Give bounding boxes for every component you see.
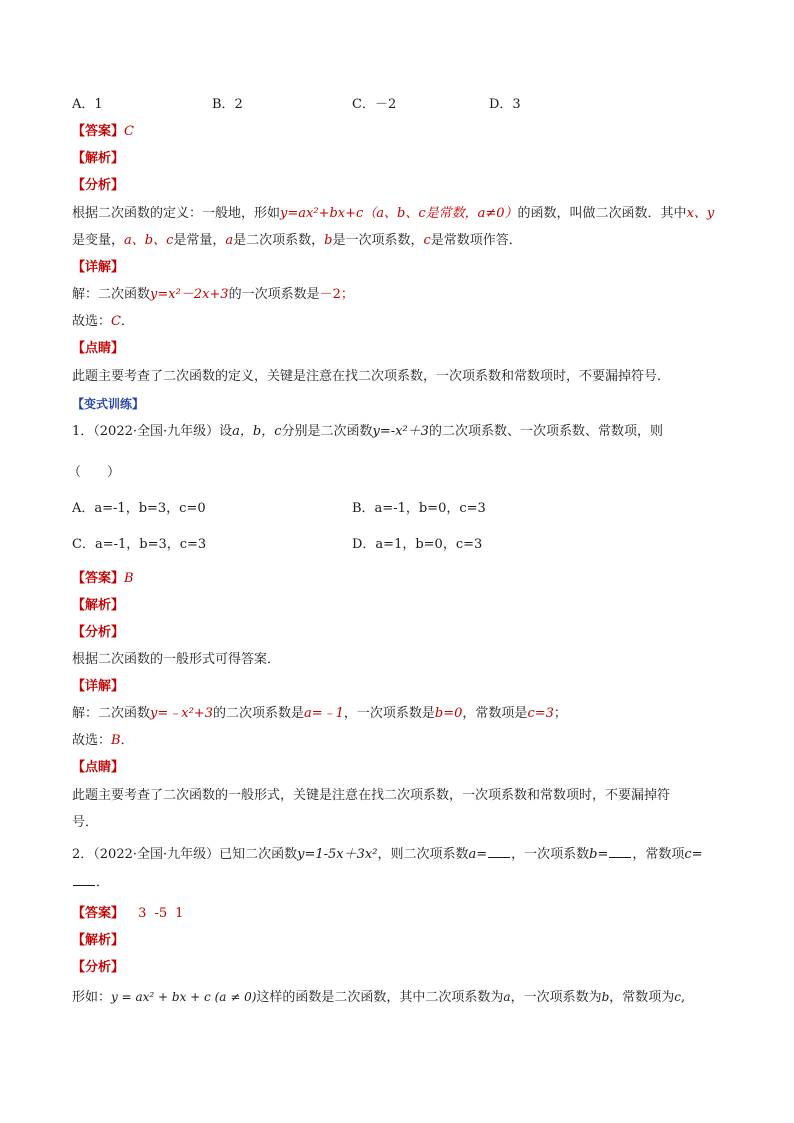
q1-stem-text: 1．（2022·全国·九年级）设 bbox=[72, 424, 233, 439]
answer-values bbox=[138, 906, 191, 921]
answer-value: B bbox=[124, 571, 134, 586]
q1-formula: y=-x²＋3 bbox=[372, 424, 429, 439]
fenxi-label: 【分析】 bbox=[72, 960, 125, 975]
jiexi-heading bbox=[72, 150, 124, 168]
solution-value: a=﹣1 bbox=[303, 706, 344, 721]
fenxi-text: ，常数项为 bbox=[609, 990, 675, 1005]
answer-value: 1 bbox=[175, 906, 184, 921]
q1-jiexi-heading bbox=[72, 597, 124, 615]
choice-text: 故选： bbox=[72, 314, 112, 329]
jiexi-label: 【解析】 bbox=[72, 598, 125, 613]
q1-fenxi-text: 根据二次函数的一般形式可得答案． bbox=[72, 652, 281, 667]
answer-value: 3 bbox=[138, 906, 147, 921]
choice-value: C bbox=[111, 314, 121, 329]
q1-answer-line bbox=[72, 570, 134, 588]
jiexi-label: 【解析】 bbox=[72, 933, 125, 948]
q1-stem-text: 分别是二次函数 bbox=[281, 424, 373, 439]
answer-label: 【答案】 bbox=[72, 571, 125, 586]
q2-stem bbox=[72, 845, 703, 864]
formula: y=ax²+bx+c（a、b、c是常数，a≠0） bbox=[280, 206, 518, 221]
dianjing-text: 此题主要考查了二次函数的定义，关键是注意在找二次项系数，一次项系数和常数项时，不要漏掉符号． bbox=[72, 369, 671, 384]
formula: y = ax² + bx + c (a ≠ 0) bbox=[111, 990, 257, 1004]
q1-paren: （ ） bbox=[68, 465, 121, 480]
option-d: D．3 bbox=[489, 97, 521, 112]
choice-text: ． bbox=[120, 733, 134, 748]
q2-var-c: c= bbox=[684, 847, 703, 862]
xiangjie-label: 【详解】 bbox=[72, 260, 125, 275]
bianshi-heading bbox=[72, 395, 144, 414]
answer-label: 【答案】 bbox=[72, 124, 125, 139]
solution-text: ，常数项是 bbox=[462, 706, 528, 721]
solution-value: －2； bbox=[319, 287, 354, 302]
solution-value: c=3 bbox=[527, 706, 554, 721]
fenxi-text: 是一次项系数， bbox=[332, 233, 424, 248]
q1-stem-text: 的二次项系数、一次项系数、常数项，则 bbox=[428, 424, 663, 439]
q2-stem-text: ，则二次项系数 bbox=[377, 847, 469, 862]
option-a: A．1 bbox=[72, 97, 103, 112]
answer-label: 【答案】 bbox=[72, 906, 125, 921]
fenxi-text: 根据二次函数的定义：一般地，形如 bbox=[72, 206, 281, 221]
answer-value: C bbox=[124, 124, 134, 139]
fenxi-text-line2 bbox=[72, 232, 522, 250]
blank-c[interactable] bbox=[73, 873, 95, 886]
fenxi-text: 是变量， bbox=[72, 233, 125, 248]
q2-fenxi-heading bbox=[72, 959, 124, 977]
bianshi-label: 【变式训练】 bbox=[72, 397, 145, 411]
fenxi-text: , bbox=[681, 990, 686, 1005]
variable-c: c bbox=[674, 990, 682, 1004]
dianjing-label: 【点睛】 bbox=[72, 760, 125, 775]
solution-text: 解：二次函数 bbox=[72, 706, 151, 721]
formula: y=x²－2x+3 bbox=[150, 287, 229, 302]
q1-vars: a，b，c bbox=[232, 424, 282, 439]
q2-stem-text: ，一次项系数 bbox=[511, 847, 590, 862]
q2-stem-text: 2．（2022·全国·九年级）已知二次函数 bbox=[72, 847, 298, 862]
q2-xingru-line bbox=[72, 988, 685, 1007]
solution-text: 解：二次函数 bbox=[72, 287, 151, 302]
blank-a[interactable] bbox=[488, 845, 510, 858]
q2-stem-line2 bbox=[72, 873, 109, 892]
fenxi-text: 这样的函数是二次函数，其中二次项系数为 bbox=[256, 990, 504, 1005]
q2-answer-line bbox=[72, 905, 191, 923]
fenxi-text: ，一次项系数为 bbox=[510, 990, 602, 1005]
dianjing-label: 【点睛】 bbox=[72, 341, 125, 356]
choice-value: B bbox=[111, 733, 121, 748]
solution-text: 的二次项系数是 bbox=[212, 706, 304, 721]
variable-a: a bbox=[503, 990, 511, 1004]
solution-value: b=0 bbox=[434, 706, 463, 721]
solution-text: 的一次项系数是 bbox=[228, 287, 320, 302]
fenxi-text-line1 bbox=[72, 205, 714, 223]
solution-text: ，一次项系数是 bbox=[343, 706, 435, 721]
fenxi-heading bbox=[72, 177, 124, 195]
q2-jiexi-heading bbox=[72, 932, 124, 950]
xiangjie-heading bbox=[72, 259, 124, 277]
q1-fenxi-heading bbox=[72, 624, 124, 642]
q1-xiangjie-heading bbox=[72, 678, 124, 696]
fenxi-label: 【分析】 bbox=[72, 178, 125, 193]
option-c: C．－2 bbox=[352, 97, 397, 112]
blank-b[interactable] bbox=[609, 845, 631, 858]
answer-value: -5 bbox=[154, 906, 168, 921]
fenxi-text: 是常量， bbox=[173, 233, 226, 248]
q2-formula: y=1-5x＋3x² bbox=[297, 847, 378, 862]
q1-guxuan-line bbox=[72, 732, 134, 750]
formula: y=﹣x²+3 bbox=[150, 706, 213, 721]
solution-text: ； bbox=[553, 706, 567, 721]
choice-text: 故选： bbox=[72, 733, 112, 748]
q2-stem-text: ． bbox=[96, 875, 110, 890]
option-b: B．2 bbox=[212, 97, 243, 112]
fenxi-text: 是二次项系数， bbox=[233, 233, 325, 248]
jiexi-label: 【解析】 bbox=[72, 151, 125, 166]
q1-dianjing-line2: 号． bbox=[72, 815, 99, 830]
q2-stem-text: ，常数项 bbox=[632, 847, 685, 862]
xiangjie-label: 【详解】 bbox=[72, 679, 125, 694]
variable-a: a bbox=[225, 233, 234, 248]
q1-dianjing-line1: 此题主要考查了二次函数的一般形式，关键是注意在找二次项系数，一次项系数和常数项时，不要漏掉符 bbox=[72, 788, 671, 803]
variable-b: b bbox=[601, 990, 610, 1004]
xiangjie-text bbox=[72, 286, 354, 304]
q1-stem bbox=[72, 423, 663, 441]
guxuan-line bbox=[72, 313, 134, 331]
q1-option-c: C．a=-1，b=3，c=3 bbox=[72, 537, 207, 552]
answer-line bbox=[72, 123, 134, 141]
q2-var-b: b= bbox=[589, 847, 609, 862]
variable-c: c bbox=[423, 233, 431, 248]
fenxi-text: 是常数项作答． bbox=[430, 233, 522, 248]
fenxi-label: 【分析】 bbox=[72, 625, 125, 640]
q1-option-a: A．a=-1，b=3，c=0 bbox=[72, 501, 206, 516]
fenxi-text: 的函数，叫做二次函数．其中 bbox=[517, 206, 687, 221]
q1-xiangjie-text bbox=[72, 705, 567, 723]
variables: x、y bbox=[686, 206, 715, 221]
dianjing-heading bbox=[72, 340, 124, 358]
variable-b: b bbox=[324, 233, 333, 248]
q2-var-a: a= bbox=[468, 847, 488, 862]
fenxi-text: 形如： bbox=[72, 990, 112, 1005]
q1-option-d: D．a=1，b=0，c=3 bbox=[352, 537, 483, 552]
q1-option-b: B．a=-1，b=0，c=3 bbox=[352, 501, 486, 516]
variables: a、b、c bbox=[124, 233, 174, 248]
choice-text: ． bbox=[120, 314, 134, 329]
q1-dianjing-heading bbox=[72, 759, 124, 777]
